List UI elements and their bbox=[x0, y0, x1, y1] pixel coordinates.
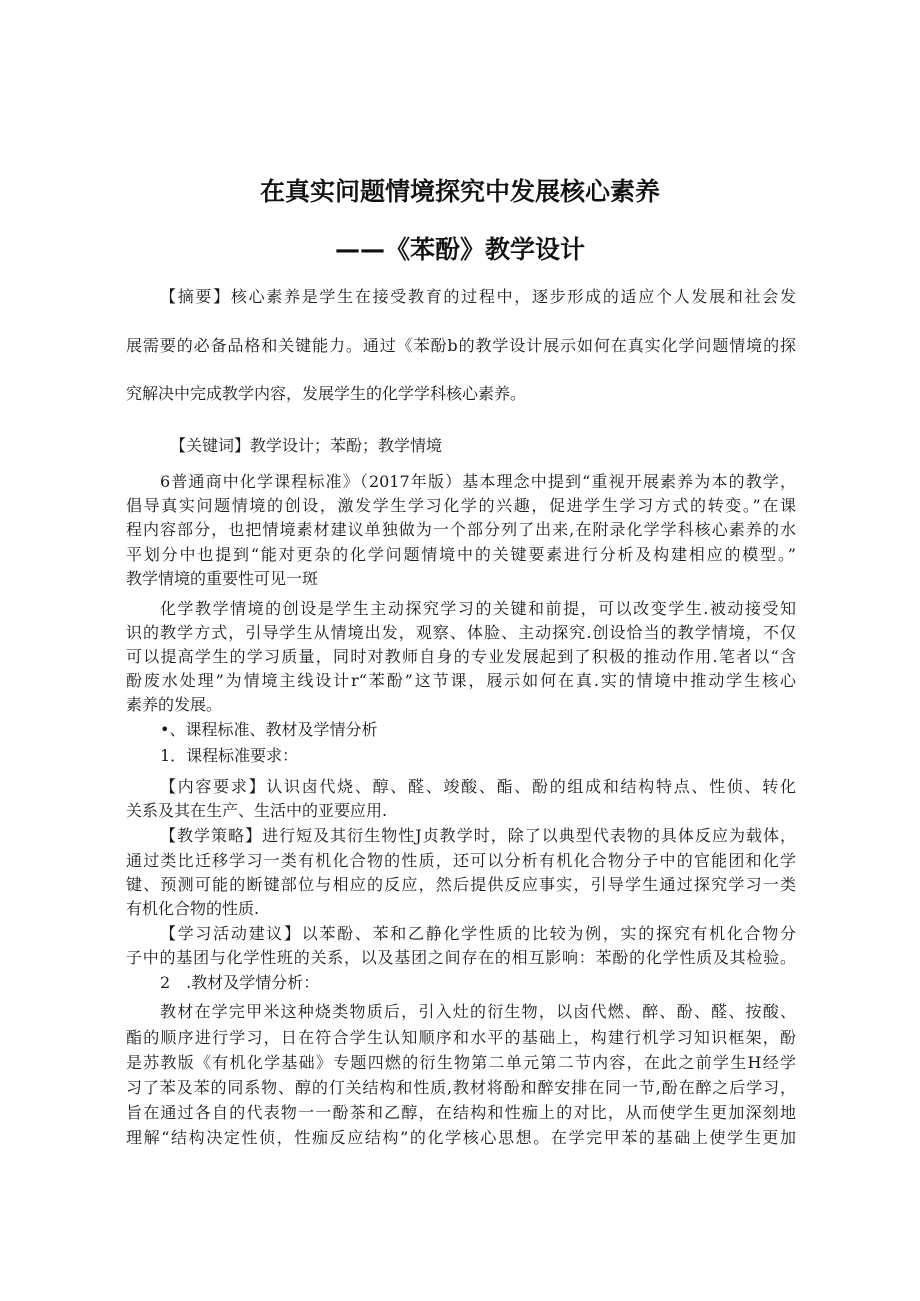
subsection-heading: 2 .教材及学情分析： bbox=[160, 973, 320, 992]
content-requirement-line: 【内容要求】认识卤代烧、醇、醛、竣酸、酯、酚的组成和结构特点、性侦、转化 bbox=[160, 777, 796, 796]
activity-line: 【学习活动建议】以苯酚、苯和乙静化学性质的比较为例，实的探究有机化合物分 bbox=[160, 924, 796, 943]
abstract-line: 展需要的必备品格和关键能力。通过《苯酚b的教学设计展示如何在真实化学问题情境的探 bbox=[126, 336, 796, 355]
strategy-line: 键、预测可能的断键部位与相应的反应，然后提供反应事实，引导学生通过探究学习一类 bbox=[126, 875, 796, 894]
section-heading: •、课程标准、教材及学情分析 bbox=[160, 720, 378, 739]
abstract-line: 【摘要】核心素养是学生在接受教育的过程中，逐步形成的适应个人发展和社会发 bbox=[160, 287, 796, 306]
subsection-heading: 1．课程标准要求： bbox=[160, 746, 299, 765]
strategy-line: 有机化合物的性质. bbox=[126, 899, 260, 918]
material-line: 习了苯及苯的同系物、醇的仃关结构和性质,教材将酚和醉安排在同一节,酚在醉之后学习， bbox=[126, 1078, 796, 1097]
paragraph-line: 素养的发展。 bbox=[126, 695, 223, 714]
content-requirement-line: 关系及其在生产、生活中的亚要应用. bbox=[126, 801, 388, 820]
intro-line: 教学情境的重要性可见一斑 bbox=[126, 569, 319, 588]
material-line: 是苏教版《有机化学基础》专题四燃的衍生物第二单元第二节内容，在此之前学生H经学 bbox=[126, 1053, 796, 1072]
strategy-line: 通过类比迁移学习一类有机化合物的性质，还可以分析有机化合物分子中的官能团和化学 bbox=[126, 851, 796, 870]
paragraph-line: 可以提高学生的学习质量，同时对教师自身的专业发展起到了积极的推动作用.笔者以“含 bbox=[126, 647, 796, 666]
material-line: 酯的顺序进行学习，日在符合学生认知顺序和水平的基础上，构建行机学习知识框架，酚 bbox=[126, 1028, 796, 1047]
paragraph-line: 识的教学方式，引导学生从情境出发，观察、体脸、主动探究.创设恰当的教学情境，不仅 bbox=[126, 623, 796, 642]
paragraph-line: 酚废水处理”为情境主线设计r“苯酚”这节课，屐示如何在真.实的情境中推动学生核心 bbox=[126, 671, 796, 690]
paragraph-line: 化学教学情境的创设是学生主动探究学习的关键和前提，可以改变学生.被动接受知 bbox=[160, 599, 796, 618]
strategy-line: 【教学策略】进行短及其衍生物性J贞教学时，除了以典型代表物的具体反应为载体， bbox=[160, 826, 796, 845]
keywords: 【关键词】教学设计；苯酚；教学情境 bbox=[170, 436, 443, 455]
material-line: 教材在学完甲米这种烧类物质后，引入灶的衍生物，以卤代燃、醉、酚、醛、按酸、 bbox=[160, 1002, 796, 1021]
intro-line: 倡导真实问题情境的创设，激发学生学习化学的兴趣，促进学生学习方式的转变。”在课 bbox=[126, 496, 796, 515]
document-subtitle: ——《苯酚》教学设计 bbox=[334, 235, 585, 264]
material-line: 理解“结构决定性侦，性痂反应结构”的化学核心思想。在学完甲苯的基础上使学生更加 bbox=[126, 1128, 796, 1147]
intro-line: 程内容部分，也把情境素材建议单独做为一个部分列了出来,在附录化学学科核心素养的水 bbox=[126, 520, 796, 539]
intro-line: 6普通商中化学课程标准》（2017年版）基本理念中提到“重视开展素养为本的教学， bbox=[160, 472, 796, 491]
intro-line: 平划分中也提到“能对更杂的化学问题情境中的关键要素进行分析及构建相应的模型。” bbox=[126, 545, 796, 564]
document-title: 在真实问题情境探究中发展核心素养 bbox=[259, 177, 660, 206]
activity-line: 子中的基团与化学性班的关系，以及基团之间存在的相互影响：苯酚的化学性质及其检验。 bbox=[126, 948, 796, 967]
material-line: 旨在通过各自的代表物一一酚茶和乙醇，在结构和性痂上的对比，从而使学生更加深刻地 bbox=[126, 1103, 796, 1122]
abstract-line: 究解决中完成教学内容，发展学生的化学学科核心素养。 bbox=[126, 384, 527, 403]
